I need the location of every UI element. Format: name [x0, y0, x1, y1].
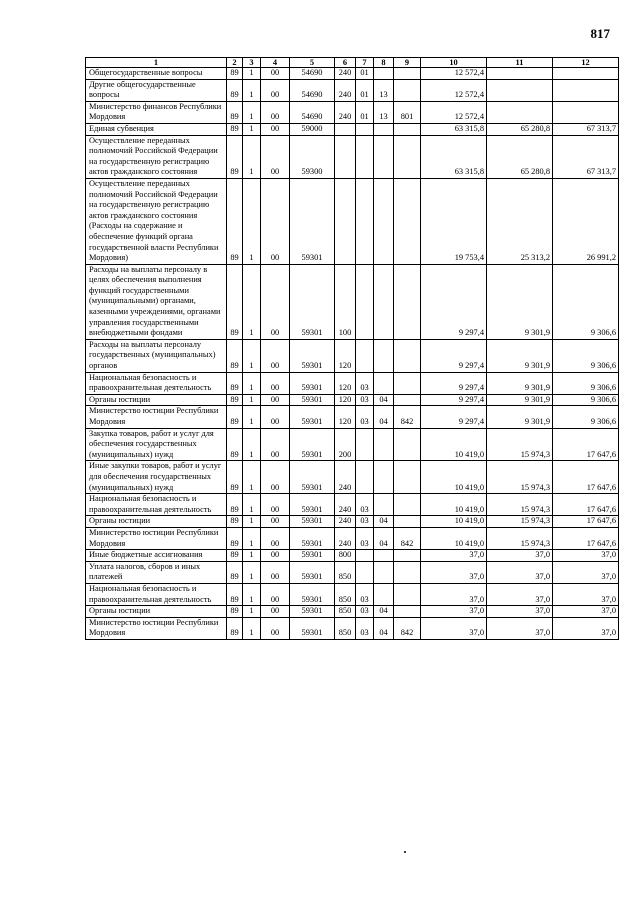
- code-cell: [394, 394, 421, 406]
- code-cell: 03: [356, 606, 374, 618]
- amount-cell: 15 974,3: [487, 527, 553, 549]
- code-cell: 00: [261, 178, 290, 264]
- code-cell: 89: [227, 79, 243, 101]
- table-row: [86, 617, 619, 639]
- code-cell: 89: [227, 550, 243, 562]
- amount-cell: 19 753,4: [421, 178, 487, 264]
- code-cell: 59301: [290, 461, 335, 494]
- row-name-cell: Общегосударственные вопросы: [86, 68, 227, 80]
- code-cell: [356, 135, 374, 178]
- amount-cell: 9 301,9: [487, 394, 553, 406]
- code-cell: 89: [227, 527, 243, 549]
- amount-cell: 37,0: [421, 550, 487, 562]
- table-row: [86, 550, 619, 562]
- row-name-cell: Расходы на выплаты персоналу государственных (муниципальных) органов: [86, 339, 227, 372]
- column-header: 12: [553, 58, 619, 68]
- code-cell: [394, 461, 421, 494]
- code-cell: 89: [227, 461, 243, 494]
- table-row: [86, 79, 619, 101]
- column-header: 2: [227, 58, 243, 68]
- code-cell: [394, 550, 421, 562]
- amount-cell: 37,0: [553, 606, 619, 618]
- code-cell: 120: [335, 339, 356, 372]
- amount-cell: 37,0: [553, 617, 619, 639]
- amount-cell: 12 572,4: [421, 79, 487, 101]
- code-cell: 1: [243, 68, 261, 80]
- page-number: 817: [590, 26, 610, 41]
- code-cell: 04: [374, 406, 394, 428]
- code-cell: [356, 550, 374, 562]
- column-header: 9: [394, 58, 421, 68]
- amount-cell: 9 297,4: [421, 339, 487, 372]
- amount-cell: 9 301,9: [487, 339, 553, 372]
- code-cell: 59300: [290, 135, 335, 178]
- amount-cell: 9 306,6: [553, 339, 619, 372]
- code-cell: [394, 561, 421, 583]
- code-cell: 03: [356, 394, 374, 406]
- code-cell: 03: [356, 527, 374, 549]
- table-row: [86, 123, 619, 135]
- code-cell: [394, 372, 421, 394]
- code-cell: 59301: [290, 264, 335, 339]
- code-cell: 00: [261, 101, 290, 123]
- code-cell: 1: [243, 494, 261, 516]
- code-cell: 59301: [290, 617, 335, 639]
- code-cell: 842: [394, 527, 421, 549]
- code-cell: 801: [394, 101, 421, 123]
- code-cell: 89: [227, 406, 243, 428]
- code-cell: 13: [374, 101, 394, 123]
- code-cell: 00: [261, 135, 290, 178]
- code-cell: 1: [243, 394, 261, 406]
- code-cell: 89: [227, 516, 243, 528]
- code-cell: 03: [356, 617, 374, 639]
- code-cell: 03: [356, 516, 374, 528]
- table-row: [86, 606, 619, 618]
- code-cell: 1: [243, 527, 261, 549]
- code-cell: 1: [243, 606, 261, 618]
- code-cell: 00: [261, 461, 290, 494]
- code-cell: [374, 135, 394, 178]
- table-row: [86, 461, 619, 494]
- amount-cell: 65 280,8: [487, 135, 553, 178]
- code-cell: [374, 461, 394, 494]
- code-cell: 89: [227, 178, 243, 264]
- code-cell: [374, 428, 394, 461]
- code-cell: 240: [335, 494, 356, 516]
- column-header: 3: [243, 58, 261, 68]
- code-cell: [394, 264, 421, 339]
- amount-cell: 9 301,9: [487, 406, 553, 428]
- row-name-cell: Осуществление переданных полномочий Российской Федерации на государственную регистрацию актов гражданского состояния: [86, 135, 227, 178]
- code-cell: [374, 339, 394, 372]
- column-header: 7: [356, 58, 374, 68]
- code-cell: 800: [335, 550, 356, 562]
- code-cell: [356, 428, 374, 461]
- row-name-cell: Министерство юстиции Республики Мордовия: [86, 617, 227, 639]
- code-cell: 842: [394, 406, 421, 428]
- code-cell: 00: [261, 264, 290, 339]
- amount-cell: [553, 79, 619, 101]
- code-cell: [356, 264, 374, 339]
- code-cell: 59301: [290, 606, 335, 618]
- amount-cell: 10 419,0: [421, 516, 487, 528]
- amount-cell: 67 313,7: [553, 123, 619, 135]
- amount-cell: 9 301,9: [487, 264, 553, 339]
- code-cell: 1: [243, 123, 261, 135]
- amount-cell: 10 419,0: [421, 461, 487, 494]
- row-name-cell: Министерство юстиции Республики Мордовия: [86, 406, 227, 428]
- amount-cell: 10 419,0: [421, 428, 487, 461]
- code-cell: 03: [356, 494, 374, 516]
- code-cell: 1: [243, 264, 261, 339]
- amount-cell: [487, 68, 553, 80]
- code-cell: 89: [227, 123, 243, 135]
- code-cell: 1: [243, 101, 261, 123]
- amount-cell: [553, 101, 619, 123]
- table-row: [86, 406, 619, 428]
- code-cell: 1: [243, 79, 261, 101]
- code-cell: 00: [261, 606, 290, 618]
- code-cell: [394, 583, 421, 605]
- code-cell: 04: [374, 527, 394, 549]
- column-header: 4: [261, 58, 290, 68]
- code-cell: [374, 178, 394, 264]
- code-cell: [394, 494, 421, 516]
- amount-cell: 12 572,4: [421, 68, 487, 80]
- amount-cell: 63 315,8: [421, 135, 487, 178]
- code-cell: 01: [356, 79, 374, 101]
- code-cell: 89: [227, 135, 243, 178]
- column-header: 10: [421, 58, 487, 68]
- amount-cell: 15 974,3: [487, 461, 553, 494]
- code-cell: 200: [335, 428, 356, 461]
- code-cell: 04: [374, 516, 394, 528]
- amount-cell: 12 572,4: [421, 101, 487, 123]
- amount-cell: 25 313,2: [487, 178, 553, 264]
- code-cell: 00: [261, 394, 290, 406]
- code-cell: 1: [243, 461, 261, 494]
- code-cell: 00: [261, 527, 290, 549]
- code-cell: 00: [261, 516, 290, 528]
- table-row: [86, 516, 619, 528]
- code-cell: 89: [227, 394, 243, 406]
- code-cell: 03: [356, 583, 374, 605]
- row-name-cell: Закупка товаров, работ и услуг для обеспечения государственных (муниципальных) нужд: [86, 428, 227, 461]
- code-cell: 00: [261, 428, 290, 461]
- code-cell: 120: [335, 406, 356, 428]
- amount-cell: 9 297,4: [421, 394, 487, 406]
- row-name-cell: Осуществление переданных полномочий Российской Федерации на государственную регистрацию актов гражданского состояния (Расходы на содержание и обеспечение функций органа государственной власти Республики Мордовия): [86, 178, 227, 264]
- code-cell: 00: [261, 550, 290, 562]
- code-cell: 240: [335, 68, 356, 80]
- code-cell: [356, 561, 374, 583]
- code-cell: [394, 516, 421, 528]
- amount-cell: 10 419,0: [421, 527, 487, 549]
- code-cell: 59301: [290, 372, 335, 394]
- code-cell: 00: [261, 617, 290, 639]
- code-cell: 850: [335, 617, 356, 639]
- code-cell: [394, 68, 421, 80]
- code-cell: 59301: [290, 494, 335, 516]
- code-cell: [394, 428, 421, 461]
- table-body: [86, 68, 619, 640]
- table-row: [86, 494, 619, 516]
- code-cell: [394, 178, 421, 264]
- code-cell: 1: [243, 178, 261, 264]
- amount-cell: 37,0: [487, 617, 553, 639]
- row-name-cell: Министерство финансов Республики Мордовия: [86, 101, 227, 123]
- code-cell: 1: [243, 617, 261, 639]
- amount-cell: 17 647,6: [553, 494, 619, 516]
- code-cell: 54690: [290, 79, 335, 101]
- amount-cell: 17 647,6: [553, 461, 619, 494]
- amount-cell: 9 297,4: [421, 264, 487, 339]
- code-cell: 00: [261, 406, 290, 428]
- code-cell: 59301: [290, 583, 335, 605]
- table-row: [86, 101, 619, 123]
- code-cell: 03: [356, 372, 374, 394]
- column-header: 6: [335, 58, 356, 68]
- code-cell: 89: [227, 339, 243, 372]
- code-cell: [374, 550, 394, 562]
- code-cell: 240: [335, 461, 356, 494]
- amount-cell: 15 974,3: [487, 494, 553, 516]
- amount-cell: 37,0: [487, 606, 553, 618]
- table-header-row: [86, 58, 619, 68]
- code-cell: 100: [335, 264, 356, 339]
- code-cell: 1: [243, 583, 261, 605]
- code-cell: 59000: [290, 123, 335, 135]
- code-cell: 1: [243, 406, 261, 428]
- code-cell: 850: [335, 561, 356, 583]
- code-cell: 59301: [290, 339, 335, 372]
- code-cell: 59301: [290, 527, 335, 549]
- code-cell: 01: [356, 68, 374, 80]
- amount-cell: 17 647,6: [553, 428, 619, 461]
- table-row: [86, 339, 619, 372]
- code-cell: 13: [374, 79, 394, 101]
- code-cell: [356, 178, 374, 264]
- row-name-cell: Национальная безопасность и правоохранительная деятельность: [86, 494, 227, 516]
- code-cell: [335, 123, 356, 135]
- amount-cell: 9 297,4: [421, 406, 487, 428]
- column-header: 8: [374, 58, 394, 68]
- code-cell: 00: [261, 339, 290, 372]
- code-cell: 59301: [290, 561, 335, 583]
- row-name-cell: Другие общегосударственные вопросы: [86, 79, 227, 101]
- code-cell: 89: [227, 494, 243, 516]
- code-cell: 1: [243, 550, 261, 562]
- code-cell: 00: [261, 79, 290, 101]
- code-cell: 59301: [290, 406, 335, 428]
- amount-cell: 37,0: [487, 561, 553, 583]
- code-cell: [335, 135, 356, 178]
- code-cell: 00: [261, 372, 290, 394]
- code-cell: 00: [261, 68, 290, 80]
- amount-cell: 17 647,6: [553, 516, 619, 528]
- amount-cell: 37,0: [553, 550, 619, 562]
- code-cell: [394, 606, 421, 618]
- row-name-cell: Министерство юстиции Республики Мордовия: [86, 527, 227, 549]
- code-cell: [374, 372, 394, 394]
- amount-cell: 17 647,6: [553, 527, 619, 549]
- code-cell: 240: [335, 79, 356, 101]
- code-cell: 240: [335, 527, 356, 549]
- row-name-cell: Органы юстиции: [86, 516, 227, 528]
- code-cell: [394, 123, 421, 135]
- amount-cell: 15 974,3: [487, 516, 553, 528]
- table-row: [86, 135, 619, 178]
- code-cell: [374, 494, 394, 516]
- code-cell: 89: [227, 561, 243, 583]
- row-name-cell: Единая субвенция: [86, 123, 227, 135]
- row-name-cell: Расходы на выплаты персоналу в целях обеспечения выполнения функций государственными (муниципальными) органами, казенными учреждениями, органами управления государственными внебюджетными фондами: [86, 264, 227, 339]
- scan-dot: [404, 851, 406, 853]
- row-name-cell: Уплата налогов, сборов и иных платежей: [86, 561, 227, 583]
- amount-cell: 37,0: [553, 561, 619, 583]
- table-row: [86, 372, 619, 394]
- amount-cell: 26 991,2: [553, 178, 619, 264]
- code-cell: 04: [374, 394, 394, 406]
- column-header: 11: [487, 58, 553, 68]
- amount-cell: [487, 101, 553, 123]
- code-cell: 850: [335, 606, 356, 618]
- row-name-cell: Органы юстиции: [86, 394, 227, 406]
- code-cell: [394, 135, 421, 178]
- code-cell: 00: [261, 583, 290, 605]
- amount-cell: 65 280,8: [487, 123, 553, 135]
- code-cell: 89: [227, 606, 243, 618]
- code-cell: 00: [261, 561, 290, 583]
- code-cell: 59301: [290, 516, 335, 528]
- amount-cell: 9 306,6: [553, 372, 619, 394]
- column-header: 5: [290, 58, 335, 68]
- row-name-cell: Национальная безопасность и правоохранительная деятельность: [86, 583, 227, 605]
- code-cell: 89: [227, 68, 243, 80]
- table-row: [86, 561, 619, 583]
- code-cell: 120: [335, 394, 356, 406]
- code-cell: 1: [243, 561, 261, 583]
- table-row: [86, 68, 619, 80]
- code-cell: 59301: [290, 550, 335, 562]
- code-cell: 89: [227, 583, 243, 605]
- row-name-cell: Национальная безопасность и правоохранительная деятельность: [86, 372, 227, 394]
- code-cell: 89: [227, 264, 243, 339]
- budget-table: [85, 57, 619, 640]
- code-cell: 120: [335, 372, 356, 394]
- code-cell: 842: [394, 617, 421, 639]
- code-cell: 59301: [290, 394, 335, 406]
- table-row: [86, 264, 619, 339]
- row-name-cell: Иные закупки товаров, работ и услуг для обеспечения государственных (муниципальных) нужд: [86, 461, 227, 494]
- code-cell: [374, 264, 394, 339]
- code-cell: 1: [243, 372, 261, 394]
- code-cell: 1: [243, 516, 261, 528]
- code-cell: 04: [374, 617, 394, 639]
- table-row: [86, 428, 619, 461]
- code-cell: 59301: [290, 178, 335, 264]
- code-cell: 54690: [290, 68, 335, 80]
- amount-cell: 37,0: [421, 617, 487, 639]
- code-cell: [394, 339, 421, 372]
- code-cell: 00: [261, 494, 290, 516]
- code-cell: 59301: [290, 428, 335, 461]
- code-cell: 00: [261, 123, 290, 135]
- amount-cell: 37,0: [487, 550, 553, 562]
- amount-cell: 9 306,6: [553, 406, 619, 428]
- amount-cell: 37,0: [421, 561, 487, 583]
- code-cell: [374, 561, 394, 583]
- code-cell: 1: [243, 339, 261, 372]
- amount-cell: 10 419,0: [421, 494, 487, 516]
- amount-cell: 37,0: [487, 583, 553, 605]
- code-cell: 54690: [290, 101, 335, 123]
- code-cell: 1: [243, 428, 261, 461]
- amount-cell: 37,0: [421, 583, 487, 605]
- code-cell: 04: [374, 606, 394, 618]
- amount-cell: 9 301,9: [487, 372, 553, 394]
- code-cell: [356, 339, 374, 372]
- code-cell: 240: [335, 516, 356, 528]
- code-cell: [356, 461, 374, 494]
- code-cell: [374, 583, 394, 605]
- table-row: [86, 583, 619, 605]
- code-cell: 89: [227, 428, 243, 461]
- table-row: [86, 527, 619, 549]
- code-cell: 89: [227, 617, 243, 639]
- code-cell: 1: [243, 135, 261, 178]
- amount-cell: 37,0: [553, 583, 619, 605]
- code-cell: [374, 68, 394, 80]
- table-row: [86, 178, 619, 264]
- amount-cell: 67 313,7: [553, 135, 619, 178]
- code-cell: 89: [227, 372, 243, 394]
- code-cell: 240: [335, 101, 356, 123]
- amount-cell: 9 306,6: [553, 394, 619, 406]
- code-cell: [374, 123, 394, 135]
- row-name-cell: Органы юстиции: [86, 606, 227, 618]
- row-name-cell: Иные бюджетные ассигнования: [86, 550, 227, 562]
- column-header: 1: [86, 58, 227, 68]
- code-cell: 89: [227, 101, 243, 123]
- code-cell: [356, 123, 374, 135]
- amount-cell: 9 297,4: [421, 372, 487, 394]
- code-cell: 03: [356, 406, 374, 428]
- amount-cell: [553, 68, 619, 80]
- code-cell: 01: [356, 101, 374, 123]
- table-row: [86, 394, 619, 406]
- amount-cell: 9 306,6: [553, 264, 619, 339]
- amount-cell: 37,0: [421, 606, 487, 618]
- code-cell: [335, 178, 356, 264]
- amount-cell: 15 974,3: [487, 428, 553, 461]
- amount-cell: 63 315,8: [421, 123, 487, 135]
- code-cell: [394, 79, 421, 101]
- code-cell: 850: [335, 583, 356, 605]
- amount-cell: [487, 79, 553, 101]
